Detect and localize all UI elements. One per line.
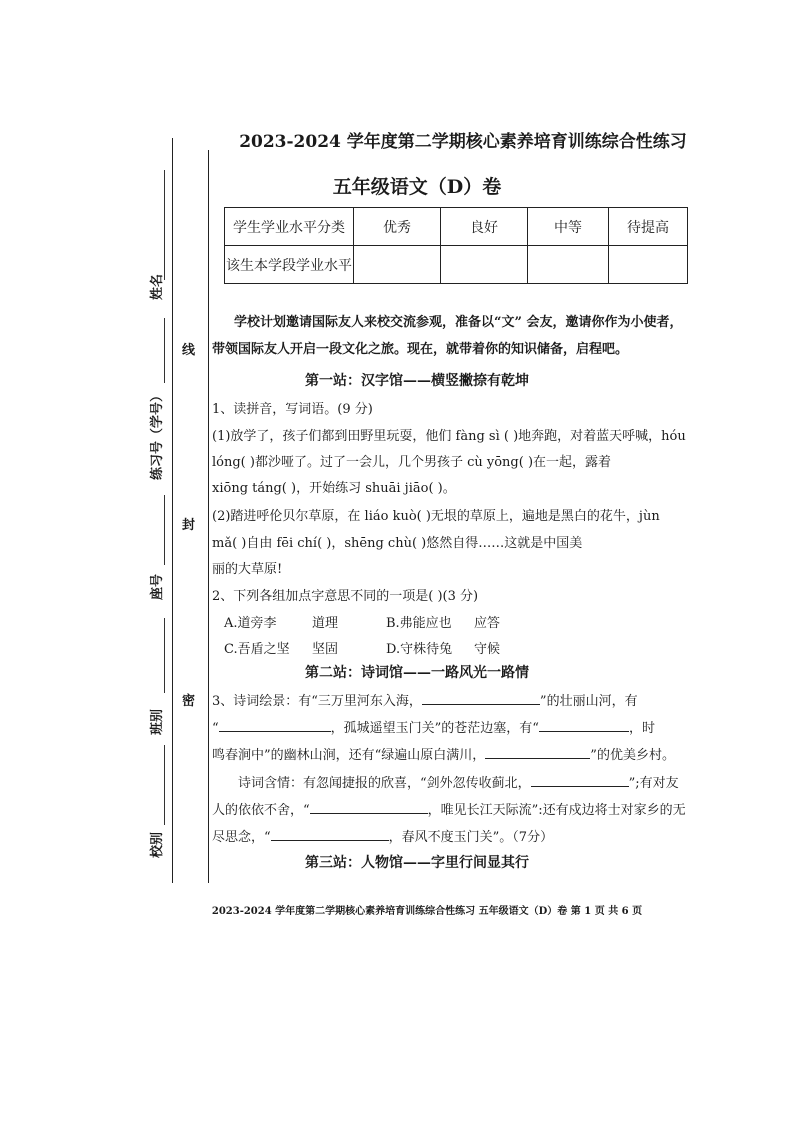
station-1-title: 第一站：汉字馆——横竖撇捺有乾坤 [305,373,529,389]
binding-line-right [208,150,209,883]
seal-mark-secret: 密 [182,686,195,713]
level-row2-label: 该生本学段学业水平 [225,246,354,284]
q3-line3-start: 鸣春涧中”的幽林山涧，还有“绿遍山原白满川， [212,748,486,763]
q3-line4 [238,772,679,791]
q2-option-c[interactable]: C.吾盾之坚 [224,642,290,657]
q1-para2-line1: (2)踏进呼伦贝尔草原，在 liáo kuò( )无垠的草原上，遍地是黑白的花牛，jùn [212,509,660,524]
school-label: 校别 [150,831,165,858]
exam-title: 2023-2024 学年度第二学期核心素养培育训练综合性练习 [239,132,687,152]
level-cell-good[interactable] [441,246,528,284]
q3-line5-start: 人的依依不舍，“ [212,803,310,818]
station-2-title: 第二站：诗词馆——一路风光一路情 [305,665,529,681]
q1-para1-line2: lóng( )都沙哑了。过了一会儿，几个男孩子 cù yōng( )在一起，露着 [212,455,612,470]
class-label: 班别 [150,708,165,735]
q3-line4-end: ”;有对友 [628,776,679,791]
level-cell-needs-improvement[interactable] [609,246,688,284]
q3-blank-7[interactable] [271,827,389,841]
q3-line6-end: ，春风不度玉门关”。（7分） [388,830,554,845]
page-footer: 2023-2024 学年度第二学期核心素养培育训练综合性练习 五年级语文（D）卷 第 1 页 共 6 页 [211,906,643,917]
q2-option-b-word: 应答 [474,616,501,631]
q2-option-c-word: 坚固 [312,642,339,657]
level-excellent: 优秀 [354,208,441,246]
practice-number-label: 练习号（学号） [150,388,165,480]
intro-line-1: 学校计划邀请国际友人来校交流参观，准备以“文” 会友，邀请你作为小使者， [234,315,683,330]
q3-line6 [212,826,553,845]
q3-blank-6[interactable] [310,800,428,814]
q3-blank-1[interactable] [422,691,540,705]
q3-line1 [212,690,638,709]
q2-option-b[interactable]: B.弗能应也 [386,616,452,631]
station-3-title: 第三站：人物馆——字里行间显其行 [305,855,529,871]
q3-line3 [212,744,675,763]
q3-line2 [212,717,655,736]
binding-line-left [172,138,173,883]
seal-mark-seal: 封 [182,510,195,537]
q3-blank-3[interactable] [539,718,629,732]
q1-para2-line2: mǎ( )自由 fēi chí( )，shēng chù( )悠然自得……这就是中国美 [212,536,583,551]
q1-para1-line1: (1)放学了，孩子们都到田野里玩耍，他们 fàng sì ( )地奔跑，对着蓝天呼喊，hóu [212,429,686,444]
level-medium: 中等 [528,208,609,246]
level-needs-improvement: 待提高 [609,208,688,246]
q2-option-a[interactable]: A.道旁李 [224,616,277,631]
q3-blank-4[interactable] [485,745,590,759]
q3-line1-end: ”的壮丽山河，有 [539,694,638,709]
q3-line5-end: ，唯见长江天际流”:还有戍边将士对家乡的无 [427,803,686,818]
school-field[interactable] [152,745,165,825]
intro-line-2: 带领国际友人开启一段文化之旅。现在，就带着你的知识储备，启程吧。 [212,342,629,357]
seat-number-label: 座号 [150,573,165,600]
level-cell-medium[interactable] [528,246,609,284]
exam-subtitle: 五年级语文（D）卷 [332,176,502,198]
q1-para2-line3: 丽的大草原! [212,562,283,577]
q1-heading: 1、读拼音，写词语。(9 分) [212,402,373,417]
seal-mark-line: 线 [182,335,195,362]
level-cell-excellent[interactable] [354,246,441,284]
name-label: 姓名 [150,273,165,300]
q2-heading: 2、下列各组加点字意思不同的一项是( )(3 分) [212,589,479,604]
q2-option-d[interactable]: D.守株待兔 [386,642,453,657]
q3-line6-start: 尽思念，“ [212,830,271,845]
q3-line3-end: ”的优美乡村。 [590,748,675,763]
q3-blank-2[interactable] [219,718,331,732]
q1-para1-line3: xiōng táng( )，开始练习 shuāi jiāo( )。 [212,481,456,496]
level-good: 良好 [441,208,528,246]
q3-line5 [212,799,686,818]
seat-number-field[interactable] [152,495,165,565]
q3-line4-start: 诗词含情：有忽闻捷报的欣喜，“剑外忽传收蓟北， [238,776,531,791]
q3-line2-mid: ，孤城遥望玉门关”的苍茫边塞，有“ [330,721,539,736]
q2-option-a-word: 道理 [312,616,339,631]
q2-option-d-word: 守候 [474,642,501,657]
q3-blank-5[interactable] [531,773,629,787]
academic-level-table [224,207,688,284]
level-row1-label: 学生学业水平分类 [225,208,354,246]
q3-line1-start: 3、诗词绘景：有“三万里河东入海， [212,694,422,709]
q3-line2-end: ，时 [628,721,655,736]
q3-line2-start: “ [212,721,219,736]
